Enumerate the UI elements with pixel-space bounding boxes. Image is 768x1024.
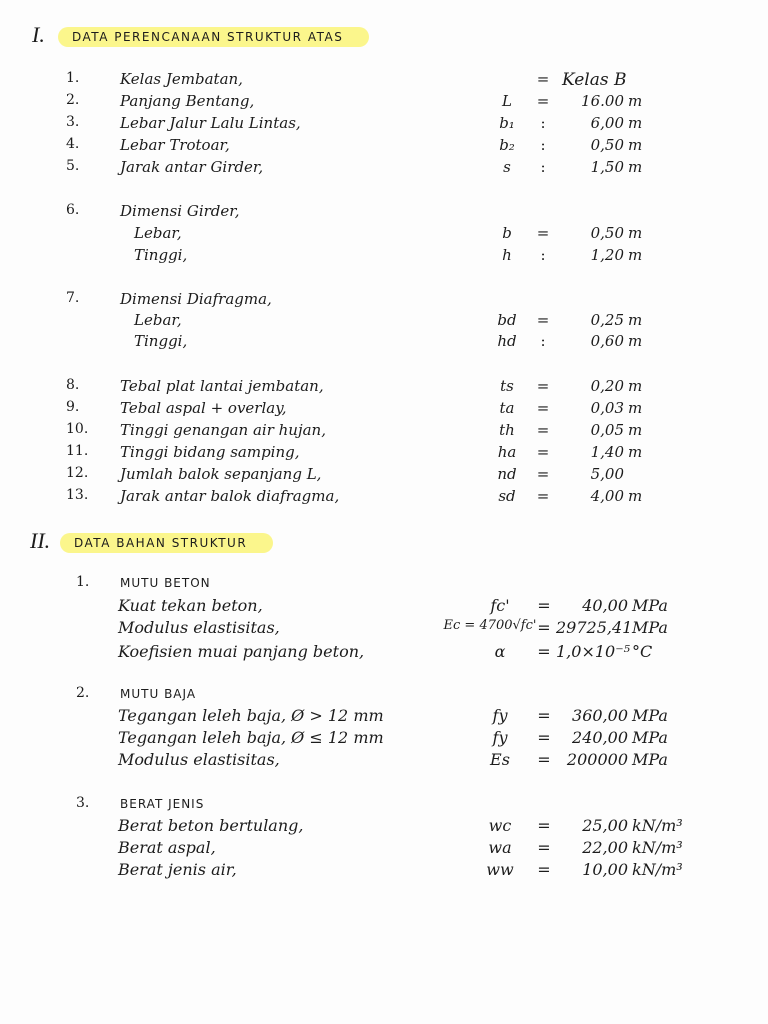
item-value: 0,50: [590, 136, 624, 154]
item-value: 0,60: [590, 332, 624, 350]
item-unit: m: [628, 136, 643, 154]
item-unit: MPa: [632, 706, 668, 725]
list-item: [0, 92, 768, 114]
list-item: [0, 728, 768, 752]
item-symbol: ts: [500, 377, 514, 395]
item-equals: =: [536, 224, 550, 242]
item-equals: =: [537, 750, 551, 769]
item-unit: m: [628, 487, 643, 505]
group-title: BERAT JENIS: [120, 797, 205, 811]
item-label: Panjang Bentang,: [120, 92, 255, 110]
item-unit: kN/m³: [632, 838, 683, 857]
item-symbol: wc: [488, 816, 512, 835]
item-number: 2.: [66, 92, 80, 108]
item-unit: MPa: [632, 728, 668, 747]
item-symbol: hd: [497, 332, 517, 350]
item-unit: MPa: [632, 618, 668, 637]
item-symbol: fy: [492, 706, 508, 725]
list-item: [0, 706, 768, 730]
item-value: 0,05: [590, 421, 624, 439]
item-label: Tinggi,: [134, 246, 188, 264]
sub-item: [0, 332, 768, 354]
item-value: 0,03: [590, 399, 624, 417]
item-equals: =: [537, 838, 551, 857]
list-item: [0, 642, 768, 666]
item-symbol: wa: [488, 838, 512, 857]
item-number: 1.: [66, 70, 80, 86]
item-symbol: bd: [497, 311, 517, 329]
item-equals: =: [536, 421, 550, 439]
item-label: Lebar,: [134, 224, 182, 242]
item-label: Kelas Jembatan,: [120, 70, 243, 88]
item-unit: m: [628, 421, 643, 439]
group-number: 3.: [76, 795, 90, 811]
item-equals: :: [540, 136, 546, 154]
item-label: Tegangan leleh baja, Ø ≤ 12 mm: [118, 728, 384, 747]
item-equals: =: [536, 92, 550, 110]
item-label: Berat beton bertulang,: [118, 816, 304, 835]
list-item: [0, 750, 768, 774]
item-equals: =: [536, 377, 550, 395]
item-symbol: fy: [492, 728, 508, 747]
item-number: 4.: [66, 136, 80, 152]
list-item: [0, 114, 768, 136]
sub-item: [0, 246, 768, 268]
item-unit: m: [628, 377, 643, 395]
item-symbol: Es: [490, 750, 510, 769]
item-unit: MPa: [632, 596, 668, 615]
group-title: MUTU BAJA: [120, 687, 197, 701]
group-number: 1.: [76, 574, 90, 590]
list-item: [0, 618, 768, 642]
item-value: 10,00: [582, 860, 628, 879]
item-label: Berat jenis air,: [118, 860, 237, 879]
item-label: Modulus elastisitas,: [118, 750, 280, 769]
list-item: [0, 399, 768, 421]
sub-item: [0, 224, 768, 246]
item-label: Jumlah balok sepanjang L,: [120, 465, 322, 483]
group-title: MUTU BETON: [120, 576, 211, 590]
item-unit: MPa: [632, 750, 668, 769]
item-equals: :: [540, 246, 546, 264]
item-label: Koefisien muai panjang beton,: [118, 642, 365, 661]
item-label: Dimensi Diafragma,: [120, 290, 272, 308]
list-item: [0, 465, 768, 487]
item-equals: =: [537, 860, 551, 879]
list-item: [0, 70, 768, 92]
group-number: 2.: [76, 685, 90, 701]
item-equals: :: [540, 332, 546, 350]
item-equals: =: [536, 70, 550, 88]
item-unit: m: [628, 158, 643, 176]
item-equals: =: [536, 465, 550, 483]
item-equals: =: [536, 487, 550, 505]
item-value: 6,00: [590, 114, 624, 132]
item-value: 240,00: [572, 728, 628, 747]
item-label: Tinggi bidang samping,: [120, 443, 300, 461]
item-equals: =: [537, 728, 551, 747]
item-symbol: sd: [498, 487, 516, 505]
item-number: 11.: [66, 443, 89, 459]
item-label: Modulus elastisitas,: [118, 618, 280, 637]
item-value: 1,40: [590, 443, 624, 461]
item-label: Tebal plat lantai jembatan,: [120, 377, 324, 395]
item-symbol: s: [503, 158, 511, 176]
item-symbol: ww: [486, 860, 514, 879]
item-value: 0,25: [590, 311, 624, 329]
item-symbol: th: [499, 421, 515, 439]
item-symbol: L: [502, 92, 512, 110]
item-symbol: nd: [497, 465, 517, 483]
item-unit: m: [628, 224, 643, 242]
item-value: 29725,41: [556, 618, 633, 637]
item-value: 16.00: [581, 92, 624, 110]
item-unit: m: [628, 114, 643, 132]
item-equals: =: [536, 399, 550, 417]
item-label: Tegangan leleh baja, Ø > 12 mm: [118, 706, 384, 725]
section-2-title: DATA BAHAN STRUKTUR: [60, 533, 273, 553]
list-item: [0, 377, 768, 399]
item-number: 9.: [66, 399, 80, 415]
item-equals: =: [537, 618, 551, 637]
item-symbol: b: [502, 224, 512, 242]
list-item: [0, 487, 768, 509]
item-number: 5.: [66, 158, 80, 174]
section-1-title: DATA PERENCANAAN STRUKTUR ATAS: [58, 27, 369, 47]
item-value: 0,20: [590, 377, 624, 395]
list-item: [0, 596, 768, 620]
item-equals: =: [536, 311, 550, 329]
item-symbol: α: [494, 642, 506, 661]
item-unit: kN/m³: [632, 860, 683, 879]
item-number: 8.: [66, 377, 80, 393]
item-symbol: ta: [499, 399, 515, 417]
item-value: 25,00: [582, 816, 628, 835]
list-item: [0, 290, 768, 312]
item-number: 6.: [66, 202, 80, 218]
item-value: 1,20: [590, 246, 624, 264]
item-label: Kuat tekan beton,: [118, 596, 263, 615]
item-label: Dimensi Girder,: [120, 202, 240, 220]
item-equals: =: [537, 816, 551, 835]
list-item: [0, 158, 768, 180]
list-item: [0, 443, 768, 465]
item-number: 13.: [66, 487, 89, 503]
item-label: Lebar Trotoar,: [120, 136, 230, 154]
item-symbol: ha: [497, 443, 517, 461]
section-1-number: I.: [32, 22, 45, 47]
item-unit: m: [628, 332, 643, 350]
item-value: 0,50: [590, 224, 624, 242]
sub-item: [0, 311, 768, 333]
item-value: 5,00: [590, 465, 624, 483]
list-item: [0, 136, 768, 158]
item-symbol: fc': [490, 596, 510, 615]
item-equals: =: [537, 596, 551, 615]
list-item: [0, 838, 768, 862]
list-item: [0, 202, 768, 224]
item-equals: =: [536, 443, 550, 461]
item-label: Tebal aspal + overlay,: [120, 399, 287, 417]
item-value: 22,00: [582, 838, 628, 857]
item-unit: m: [628, 246, 643, 264]
list-item: [0, 816, 768, 840]
item-equals: :: [540, 114, 546, 132]
item-label: Lebar,: [134, 311, 182, 329]
item-symbol: b₁: [499, 114, 515, 132]
item-value: 1,0×10⁻⁵: [556, 642, 631, 661]
item-unit: m: [628, 443, 643, 461]
item-value: 40,00: [582, 596, 628, 615]
item-value: 4,00: [590, 487, 624, 505]
item-label: Tinggi,: [134, 332, 188, 350]
item-label: Lebar Jalur Lalu Lintas,: [120, 114, 301, 132]
item-label: Tinggi genangan air hujan,: [120, 421, 326, 439]
item-equals: :: [540, 158, 546, 176]
item-value: 200000: [566, 750, 628, 769]
list-item: [0, 421, 768, 443]
item-number: 12.: [66, 465, 89, 481]
item-label: Jarak antar Girder,: [120, 158, 264, 176]
item-equals: =: [537, 706, 551, 725]
item-unit: kN/m³: [632, 816, 683, 835]
item-value: Kelas B: [562, 70, 627, 90]
item-number: 7.: [66, 290, 80, 306]
item-symbol: Ec = 4700√fc': [443, 618, 537, 633]
item-unit: m: [628, 311, 643, 329]
item-number: 10.: [66, 421, 89, 437]
item-symbol: b₂: [499, 136, 515, 154]
item-value: 360,00: [572, 706, 628, 725]
item-number: 3.: [66, 114, 80, 130]
item-unit: m: [628, 399, 643, 417]
item-value: 1,50: [590, 158, 624, 176]
item-unit: °C: [632, 642, 653, 661]
list-item: [0, 860, 768, 884]
item-unit: m: [628, 92, 643, 110]
item-equals: =: [537, 642, 551, 661]
item-symbol: h: [502, 246, 512, 264]
item-label: Jarak antar balok diafragma,: [120, 487, 340, 505]
item-label: Berat aspal,: [118, 838, 216, 857]
section-2-number: II.: [30, 528, 51, 553]
